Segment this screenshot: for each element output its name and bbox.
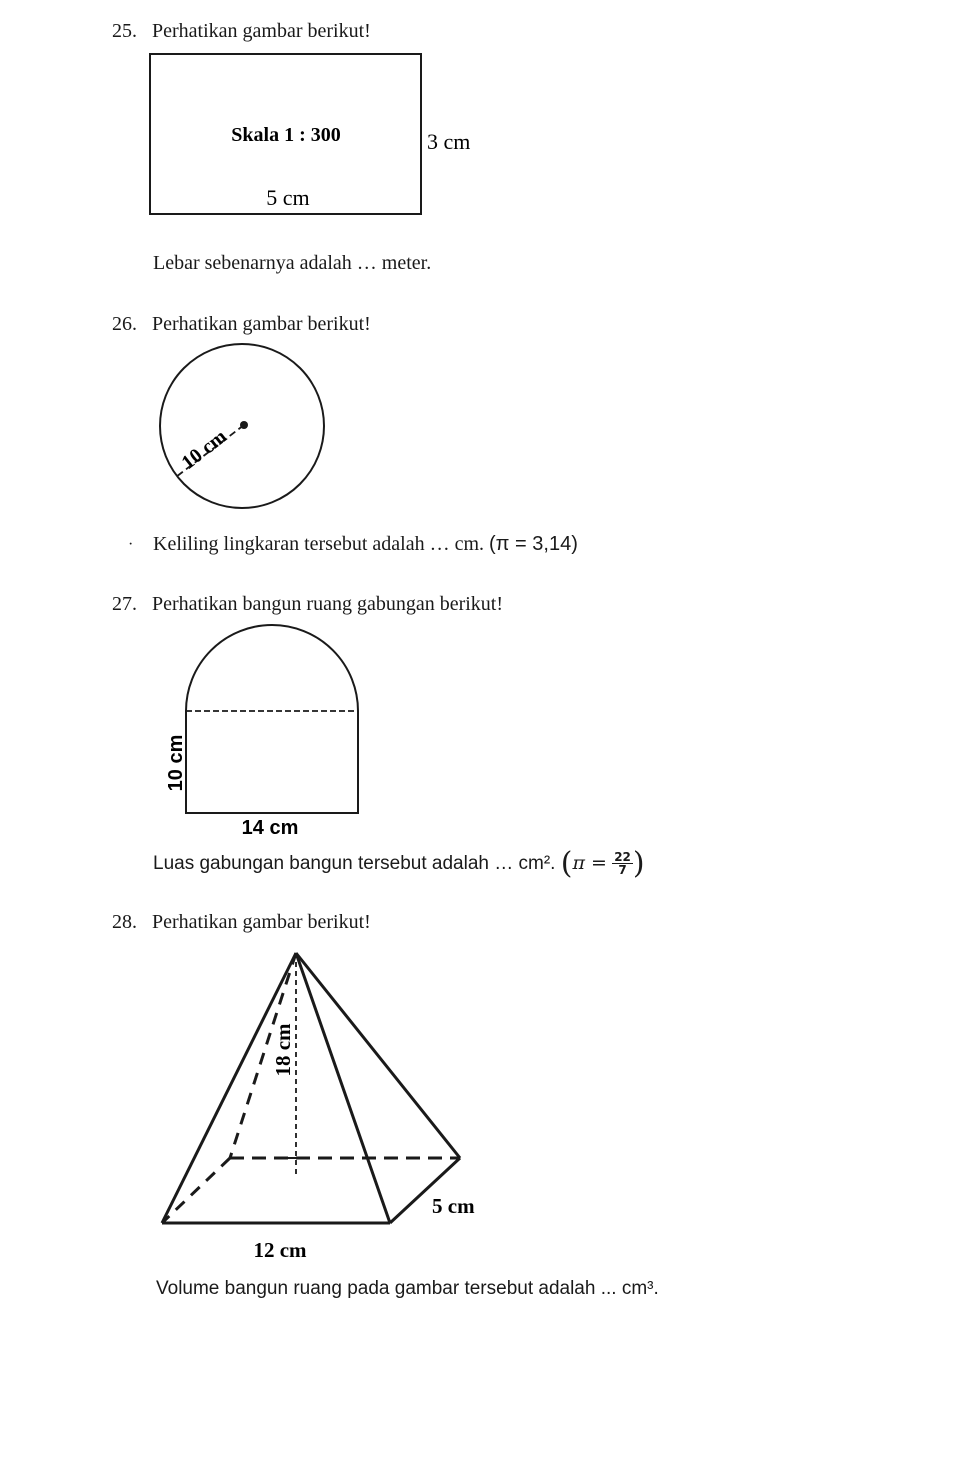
pi-denominator: 7 — [618, 863, 627, 878]
rectangle-outline — [186, 711, 358, 813]
question-26-text-line — [153, 533, 578, 556]
pyramid-edge-front-left — [162, 953, 296, 1223]
question-26-prompt: Perhatikan gambar berikut! — [152, 313, 371, 335]
question-26-text: Keliling lingkaran tersebut adalah … cm. — [153, 533, 485, 555]
bullet-dot: · — [128, 536, 134, 553]
question-28-prompt: Perhatikan gambar berikut! — [152, 911, 371, 933]
pyramid-hidden-base-left — [162, 1158, 230, 1223]
question-26-number: 26. — [112, 313, 137, 335]
pi-symbol: π = — [572, 852, 607, 874]
composite-shape-figure — [150, 620, 370, 845]
question-27-prompt: Perhatikan bangun ruang gabungan berikut! — [152, 593, 504, 615]
question-27-number: 27. — [112, 593, 137, 615]
pi-value: (π = 3,14) — [489, 533, 578, 555]
pyramid-edge-back-right — [296, 953, 460, 1158]
question-28-number: 28. — [112, 911, 137, 933]
pyramid-edge-front-right — [296, 953, 390, 1223]
pyramid-width-label: 12 cm — [253, 1238, 307, 1262]
pi-fraction — [612, 851, 633, 876]
composite-height-label: 10 cm — [165, 734, 187, 792]
close-paren: ) — [632, 845, 645, 881]
pyramid-height-label: 18 cm — [271, 1023, 295, 1077]
radius-label: 10 cm — [177, 425, 231, 474]
circle-figure — [150, 340, 340, 520]
rectangle-width-label: 5 cm — [266, 185, 310, 210]
semicircle-arc — [186, 625, 358, 711]
composite-width-label: 14 cm — [241, 817, 299, 839]
pyramid-figure — [150, 945, 510, 1265]
scale-label: Skala 1 : 300 — [231, 124, 341, 146]
question-28-text: Volume bangun ruang pada gambar tersebut adalah ... cm³. — [156, 1278, 659, 1299]
question-25-text: Lebar sebenarnya adalah … meter. — [153, 252, 432, 274]
open-paren: ( — [560, 845, 573, 881]
question-25-prompt: Perhatikan gambar berikut! — [152, 20, 371, 42]
pi-numerator: 22 — [614, 850, 631, 865]
scale-rectangle-figure — [140, 45, 500, 230]
question-27-text: Luas gabungan bangun tersebut adalah … cm². — [153, 853, 556, 874]
question-27-text-line — [153, 845, 645, 888]
rectangle-height-label: 3 cm — [427, 129, 471, 154]
question-25-number: 25. — [112, 20, 137, 42]
pyramid-depth-label: 5 cm — [432, 1194, 475, 1218]
